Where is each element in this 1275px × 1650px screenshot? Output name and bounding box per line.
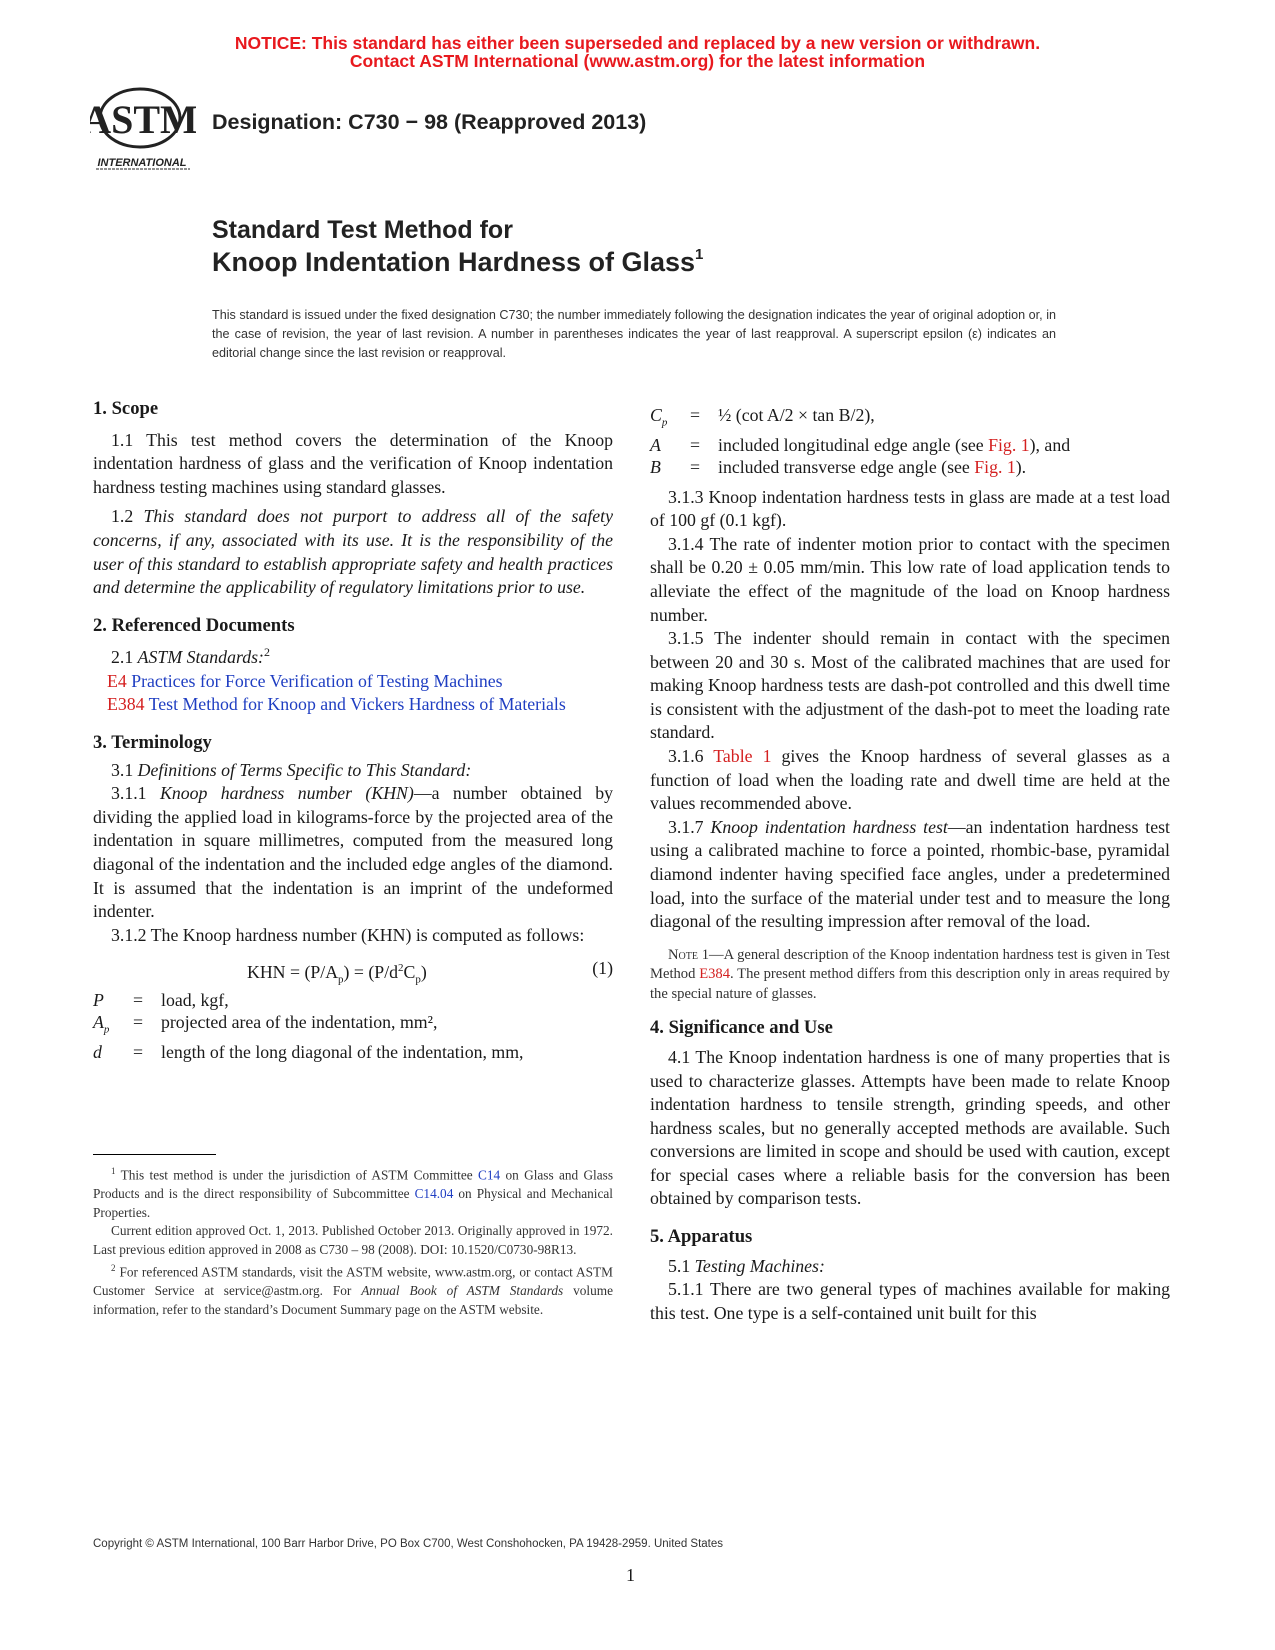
footnote-1: $^1$ This test method is under the jurisdiction of ASTM Committee C14 on Glass and Glass Products and is the direct responsibility of Subcommittee C14.04 on Physical and Mechanical Properties. (93, 1166, 614, 1220)
logo-letters: ASTM (90, 97, 196, 142)
apparatus-heading: 5. Apparatus (650, 1226, 753, 1248)
footnotes (93, 1162, 613, 1320)
apparatus-5-1: 5.1 Testing Machines: (668, 1255, 825, 1276)
scope-heading: 1. Scope (93, 398, 159, 419)
significance-heading: 4. Significance and Use (650, 1017, 833, 1039)
definition-row: $A_p$ = projected area of the indentation, mm², (93, 1012, 438, 1036)
term-3-1: 3.1 Definitions of Terms Specific to This Standard: (111, 759, 472, 780)
title-line-1: Standard Test Method for (212, 216, 513, 244)
footnote-rule (93, 1154, 216, 1155)
footnote-2: $^2$ For referenced ASTM standards, visit the ASTM website, www.astm.org, or contact ASTM Customer Service at service@astm.org. For Annual Book of ASTM Standards volume information, refer to the standard’s Document Summary page on the ASTM website. (93, 1263, 613, 1317)
note-1: Note 1—A general description of the Knoop indentation hardness test is given in Test Method E384. The present method differs from this description only in areas required by the special nature of glasses. (650, 946, 1170, 1002)
term-3-1-6: 3.1.6 Table 1 gives the Knoop hardness of several glasses as a function of load when the loading rate and dwell time are held at the values recommended above. (650, 746, 1170, 814)
variable-definitions-continued (650, 404, 1170, 478)
fig-1-link[interactable]: Fig. 1 (974, 456, 1016, 477)
astm-logo (90, 80, 196, 172)
e384-link[interactable]: E384 (699, 966, 730, 983)
left-column (93, 397, 613, 1063)
footnote-1-edition: Current edition approved Oct. 1, 2013. Published October 2013. Originally approved in 1972. Last previous edition approved in 2008 as C730 – 98 (2008). DOI: 10.1520/C0730-98R13. (93, 1223, 613, 1257)
term-3-1-2: 3.1.2 The Knoop hardness number (KHN) is computed as follows: (111, 924, 585, 945)
term-3-1-4: 3.1.4 The rate of indenter motion prior to contact with the specimen shall be 0.20 ± 0.05 mm/min. This low rate of load application tends to alleviate the effect of the magnitude of the load on Knoop hardness number. (650, 533, 1170, 625)
page-number: 1 (626, 1565, 635, 1585)
refdocs-heading: 2. Referenced Documents (93, 614, 295, 636)
terminology-heading: 3. Terminology (93, 732, 212, 754)
notice-line-2: Contact ASTM International (www.astm.org) for the latest information (349, 51, 926, 71)
notice-line-1: NOTICE: This standard has either been superseded and replaced by a new version or withdrawn. (234, 33, 1041, 53)
equation-number: (1) (592, 958, 613, 979)
ref-e4[interactable]: E4 Practices for Force Verification of Testing Machines (107, 670, 503, 691)
definition-row: B = included transverse edge angle (see Fig. 1). (650, 456, 1027, 477)
term-3-1-5: 3.1.5 The indenter should remain in contact with the specimen between 20 and 30 s. Most of the calibrated machines that are used for making Knoop hardness tests are dash-pot controlled and this dwell time is consistent with the adjustment of the dash-pot to meet the loading rate standard. (650, 628, 1170, 743)
apparatus-5-1-1: 5.1.1 There are two general types of machines available for making this test. One type is a self-contained unit built for this (650, 1279, 1170, 1323)
right-column (650, 404, 1170, 1325)
fig-1-link[interactable]: Fig. 1 (988, 434, 1030, 455)
definition-row: P = load, kgf, (93, 990, 229, 1011)
term-3-1-1: 3.1.1 Knoop hardness number (KHN)—a number obtained by dividing the applied load in kilograms-force by the projected area of the indentation in square millimetres, computed from the measured long diagonal of the indentation and the included edge angles of the diamond. It is assumed that the indentation is an imprint of the undeformed indenter. (93, 783, 613, 922)
ref-e384[interactable]: E384 Test Method for Knoop and Vickers Hardness of Materials (107, 694, 566, 715)
equation-1: KHN = $(P/A_p) = (P/d^2C_p)$ (1) (247, 958, 613, 986)
table-1-link[interactable]: Table 1 (713, 746, 772, 767)
term-3-1-3: 3.1.3 Knoop indentation hardness tests in glass are made at a test load of 100 gf (0.1 kgf). (650, 486, 1170, 531)
definition-row: d = length of the long diagonal of the indentation, mm, (93, 1041, 524, 1062)
term-3-1-7: 3.1.7 Knoop indentation hardness test—an indentation hardness test using a calibrated machine to force a pointed, rhombic-base, pyramidal diamond indenter having specified face angles, under a predetermined load, into the surface of the material under test and to measure the long diagonal of the resulting impression after removal of the load. (650, 816, 1170, 932)
definition-row: $C_p$ = ½ (cot A/2 × tan B/2), (650, 405, 875, 429)
logo-text: INTERNATIONAL (97, 157, 187, 169)
refdocs-2-1: 2.1 ASTM Standards:$^2$ (111, 645, 270, 668)
scope-1-2: 1.2 This standard does not purport to address all of the safety concerns, if any, associated with its use. It is the responsibility of the user of this standard to establish appropriate safety and health practices and determine the applicability of regulatory limitations prior to use. (93, 506, 613, 598)
significance-4-1: 4.1 The Knoop indentation hardness is one of many properties that is used to characterize glasses. Attempts have been made to relate Knoop indentation hardness to tensile strength, grinding speeds, and other hardness scales, but no generally accepted methods are available. Such conversions are limited in scope and should be used with caution, except for special cases where a reliable basis for the conversion has been obtained by comparison tests. (650, 1046, 1170, 1209)
copyright-footer: Copyright © ASTM International, 100 Barr Harbor Drive, PO Box C700, West Conshohocken, PA 19428-2959. United States (93, 1538, 724, 1550)
variable-definitions (93, 989, 613, 1063)
issue-statement: This standard is issued under the fixed designation C730; the number immediately following the designation indicates the year of original adoption or, in the case of revision, the year of last revision. A number in parentheses indicates the year of last reapproval. A superscript epsilon (ε) indicates an editorial change since the last revision or reapproval. (212, 308, 1056, 360)
definition-row: A = included longitudinal edge angle (see Fig. 1), and (650, 434, 1071, 455)
title-line-2: Knoop Indentation Hardness of Glass$^1$ (212, 246, 704, 277)
scope-1-1: 1.1 This test method covers the determination of the Knoop indentation hardness of glass and the verification of Knoop indentation hardness testing machines using standard glasses. (93, 429, 613, 497)
designation: Designation: C730 − 98 (Reapproved 2013) (212, 110, 647, 134)
